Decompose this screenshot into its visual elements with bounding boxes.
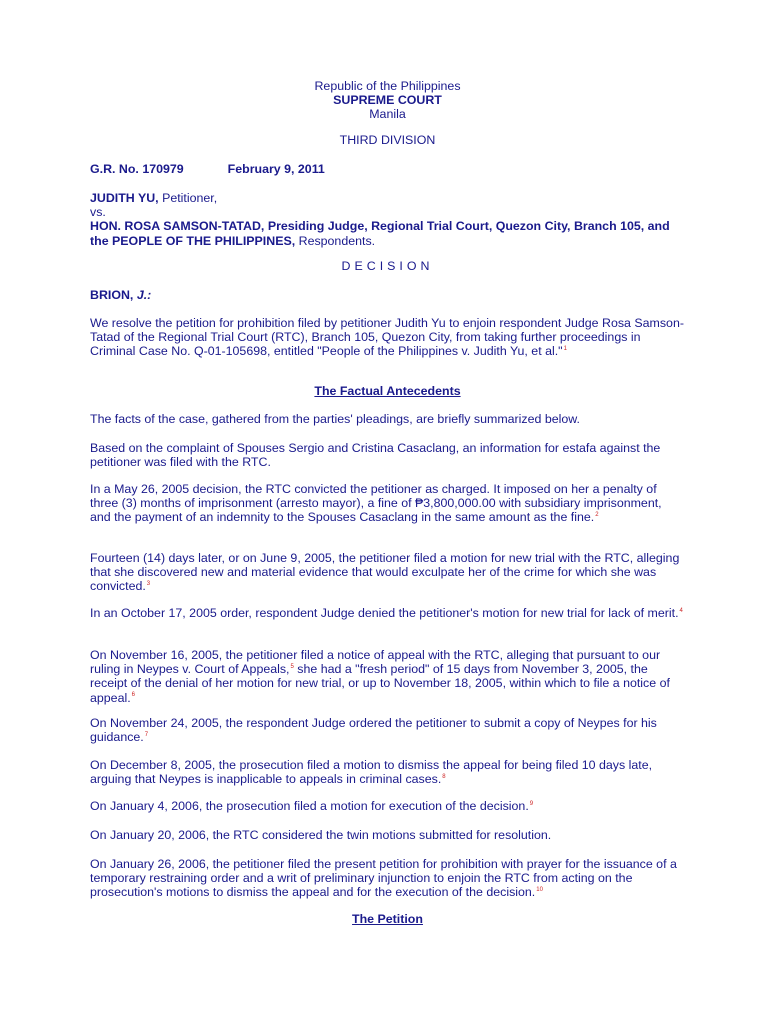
case-number-line bbox=[90, 162, 685, 176]
paragraph-text: On November 24, 2005, the respondent Judge ordered the petitioner to submit a copy of Neypes for his guidance. bbox=[90, 716, 657, 745]
paragraph-text: In an October 17, 2005 order, respondent Judge denied the petitioner's motion for new trial for lack of merit. bbox=[90, 606, 679, 620]
footnote-marker[interactable]: 6 bbox=[131, 692, 135, 699]
paragraph bbox=[90, 857, 685, 900]
ponente-name: BRION, bbox=[90, 288, 137, 302]
paragraph bbox=[90, 606, 685, 620]
paragraph-text: The facts of the case, gathered from the parties' pleadings, are briefly summarized below. bbox=[90, 412, 580, 426]
paragraph bbox=[90, 758, 685, 786]
decision-date: February 9, 2011 bbox=[227, 162, 325, 176]
paragraph bbox=[90, 648, 685, 705]
paragraph bbox=[90, 716, 685, 744]
paragraph-text: On January 20, 2006, the RTC considered the twin motions submitted for resolution. bbox=[90, 828, 552, 842]
footnote-marker[interactable]: 2 bbox=[595, 512, 599, 519]
footnote-marker[interactable]: 10 bbox=[536, 887, 543, 894]
footnote-marker[interactable]: 9 bbox=[529, 800, 534, 807]
footnote-marker[interactable]: 1 bbox=[563, 346, 567, 353]
heading-the-petition: The Petition bbox=[352, 912, 423, 926]
court-city: Manila bbox=[369, 107, 406, 122]
gr-number: G.R. No. 170979 bbox=[90, 162, 184, 176]
paragraph bbox=[90, 316, 685, 359]
respondents-role: Respondents. bbox=[295, 233, 376, 248]
ponente bbox=[90, 288, 685, 302]
court-header bbox=[90, 79, 685, 122]
paragraph bbox=[90, 412, 685, 426]
paragraph-text-continued: she had a "fresh period" of 15 days from November 3, 2005, the receipt of the denial of her motion for new trial, or up to November 18, 2005, within which to file a notice of appeal. bbox=[90, 662, 670, 705]
republic-line: Republic of the Philippines bbox=[314, 79, 461, 93]
paragraph bbox=[90, 482, 685, 525]
paragraph bbox=[90, 828, 685, 842]
heading-factual-antecedents: The Factual Antecedents bbox=[314, 384, 461, 398]
paragraph-text: On January 26, 2006, the petitioner filed the present petition for prohibition with prayer for the issuance of a temporary restraining order and a writ of preliminary injunction to enjoin the RTC from acting on the prosecution's motions to dismiss the appeal and for the execution of the decision. bbox=[90, 857, 677, 900]
petitioner-line bbox=[90, 191, 685, 205]
paragraph bbox=[90, 441, 685, 469]
paragraph-text: We resolve the petition for prohibition filed by petitioner Judith Yu to enjoin respondent Judge Rosa Samson-Tatad of the Regional Trial Court (RTC), Branch 105, Quezon City, from taking further proceedings in Criminal Case No. Q-01-105698, entitled "People of the Philippines v. Judith Yu, et al." bbox=[90, 316, 684, 359]
footnote-marker[interactable]: 3 bbox=[146, 581, 151, 588]
parties-block bbox=[90, 191, 685, 248]
paragraph bbox=[90, 799, 685, 813]
petitioner-role: Petitioner, bbox=[158, 191, 218, 205]
paragraph-text: On December 8, 2005, the prosecution filed a motion to dismiss the appeal for being filed 10 days late, arguing that Neypes is inapplicable to appeals in criminal cases. bbox=[90, 758, 653, 787]
versus: vs. bbox=[90, 205, 106, 220]
division-title: THIRD DIVISION bbox=[339, 133, 436, 147]
paragraph bbox=[90, 551, 685, 594]
ponente-suffix: J.: bbox=[136, 288, 152, 302]
respondents-names: HON. ROSA SAMSON-TATAD, Presiding Judge, Regional Trial Court, Quezon City, Branch 105, and the PEOPLE OF THE PHILIPPINES, bbox=[90, 219, 670, 248]
footnote-marker[interactable]: 4 bbox=[679, 607, 683, 614]
footnote-marker[interactable]: 5 bbox=[290, 664, 294, 671]
paragraph-text: On January 4, 2006, the prosecution filed a motion for execution of the decision. bbox=[90, 799, 529, 813]
decision-title: DECISION bbox=[341, 259, 434, 273]
footnote-marker[interactable]: 8 bbox=[442, 774, 446, 781]
paragraph-text: On November 16, 2005, the petitioner filed a notice of appeal with the RTC, alleging that pursuant to our ruling in Neypes v. Court of Appeals, bbox=[90, 648, 661, 677]
court-name: SUPREME COURT bbox=[333, 93, 442, 108]
paragraph-text: Fourteen (14) days later, or on June 9, 2005, the petitioner filed a motion for new trial with the RTC, alleging that she discovered new and material evidence that would exculpate her of the crime for which she was convicted. bbox=[90, 551, 680, 594]
footnote-marker[interactable]: 7 bbox=[144, 732, 149, 739]
respondents-line bbox=[90, 219, 685, 247]
paragraph-text: In a May 26, 2005 decision, the RTC convicted the petitioner as charged. It imposed on her a penalty of three (3) months of imprisonment (arresto mayor), a fine of ₱3,800,000.00 with subsidiary imprisonment, and the payment of an indemnity to the Spouses Casaclang in the same amount as the fine. bbox=[90, 482, 662, 525]
petitioner-name: JUDITH YU, bbox=[90, 191, 159, 205]
paragraph-text: Based on the complaint of Spouses Sergio and Cristina Casaclang, an information for estafa against the petitioner was filed with the RTC. bbox=[90, 441, 661, 470]
